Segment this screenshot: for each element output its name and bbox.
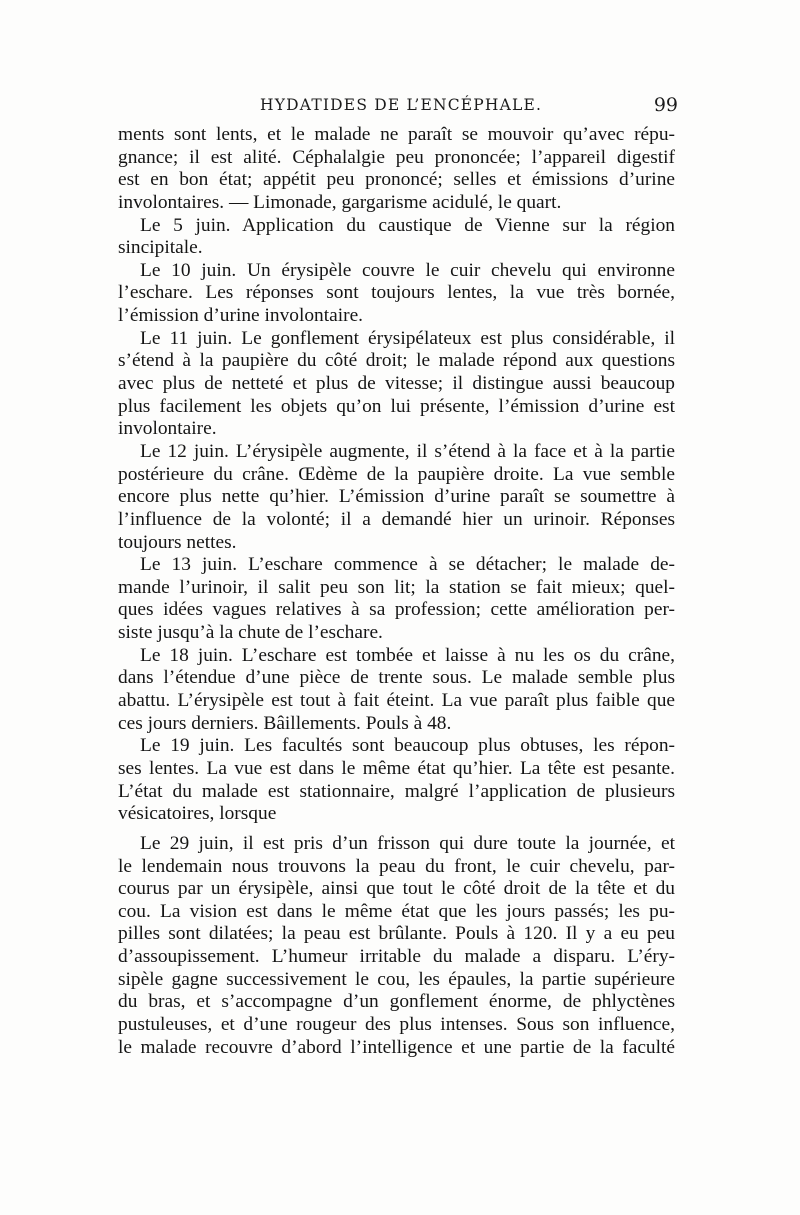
text-line: est en bon état; appétit peu prononcé; selles et émissions d’urine [118, 169, 675, 191]
text-line: mande l’urinoir, il salit peu son lit; la station se fait mieux; quel- [118, 576, 675, 598]
text-line: le malade recouvre d’abord l’intelligence et une partie de la faculté [118, 1036, 675, 1058]
page-number: 99 [653, 94, 678, 116]
text-line: Le 11 juin. Le gonflement érysipélateux est plus considérable, il [140, 327, 675, 349]
text-line: ques idées vagues relatives à sa profession; cette amélioration per- [118, 599, 675, 621]
text-line: abattu. L’érysipèle est tout à fait éteint. La vue paraît plus faible que [118, 690, 675, 712]
paragraph-gap [118, 826, 675, 833]
text-line: pustuleuses, et d’une rougeur des plus intenses. Sous son influence, [118, 1013, 675, 1035]
text-line: postérieure du crâne. Œdème de la paupière droite. La vue semble [118, 463, 675, 485]
text-line: Le 5 juin. Application du caustique de Vienne sur la région [140, 214, 675, 236]
text-line: L’état du malade est stationnaire, malgré l’application de plusieurs [118, 780, 675, 802]
body-text [118, 124, 675, 1059]
text-line: ses lentes. La vue est dans le même état qu’hier. La tête est pesante. [118, 757, 675, 779]
text-line: d’assoupissement. L’humeur irritable du malade a disparu. L’éry- [118, 946, 675, 968]
text-line: involontaire. [118, 418, 217, 440]
text-line: siste jusqu’à la chute de l’eschare. [118, 622, 383, 644]
text-line: Le 19 juin. Les facultés sont beaucoup plus obtuses, les répon- [140, 735, 675, 757]
text-line: l’influence de la volonté; il a demandé hier un urinoir. Réponses [118, 508, 675, 530]
text-line: plus facilement les objets qu’on lui présente, l’émission d’urine est [118, 395, 675, 417]
text-line: toujours nettes. [118, 531, 237, 553]
text-line: avec plus de netteté et plus de vitesse; il distingue aussi beaucoup [118, 373, 675, 395]
text-line: sincipitale. [118, 237, 203, 259]
text-line: du bras, et s’accompagne d’un gonflement énorme, de phlyctènes [118, 991, 675, 1013]
text-line: courus par un érysipèle, ainsi que tout le côté droit de la tête et du [118, 878, 675, 900]
text-line: le lendemain nous trouvons la peau du front, le cuir chevelu, par- [118, 855, 675, 877]
text-line: Le 12 juin. L’érysipèle augmente, il s’étend à la face et à la partie [140, 440, 675, 462]
text-line: involontaires. — Limonade, gargarisme acidulé, le quart. [118, 191, 562, 213]
text-line: s’étend à la paupière du côté droit; le malade répond aux questions [118, 350, 675, 372]
page-header [118, 96, 678, 120]
text-line: Le 10 juin. Un érysipèle couvre le cuir chevelu qui environne [140, 259, 675, 281]
text-line: dans l’étendue d’une pièce de trente sous. Le malade semble plus [118, 667, 675, 689]
text-line: gnance; il est alité. Céphalalgie peu prononcée; l’appareil digestif [118, 146, 675, 168]
text-line: Le 29 juin, il est pris d’un frisson qui dure toute la journée, et [140, 832, 675, 854]
text-line: encore plus nette qu’hier. L’émission d’urine paraît se soumettre à [118, 486, 675, 508]
text-line: ces jours derniers. Bâillements. Pouls à 48. [118, 712, 452, 734]
running-title: HYDATIDES DE L’ENCÉPHALE. [260, 96, 543, 114]
text-line: l’eschare. Les réponses sont toujours lentes, la vue très bornée, [118, 282, 675, 304]
text-line: vésicatoires, lorsque [118, 803, 277, 825]
text-line: sipèle gagne successivement le cou, les épaules, la partie supérieure [118, 968, 675, 990]
text-line: cou. La vision est dans le même état que les jours passés; les pu- [118, 900, 675, 922]
text-line: Le 13 juin. L’eschare commence à se détacher; le malade de- [140, 554, 675, 576]
text-line: ments sont lents, et le malade ne paraît se mouvoir qu’avec répu- [118, 124, 675, 145]
text-line: Le 18 juin. L’eschare est tombée et laisse à nu les os du crâne, [140, 644, 675, 666]
text-line: l’émission d’urine involontaire. [118, 305, 364, 327]
text-line: pilles sont dilatées; la peau est brûlante. Pouls à 120. Il y a eu peu [118, 923, 675, 945]
